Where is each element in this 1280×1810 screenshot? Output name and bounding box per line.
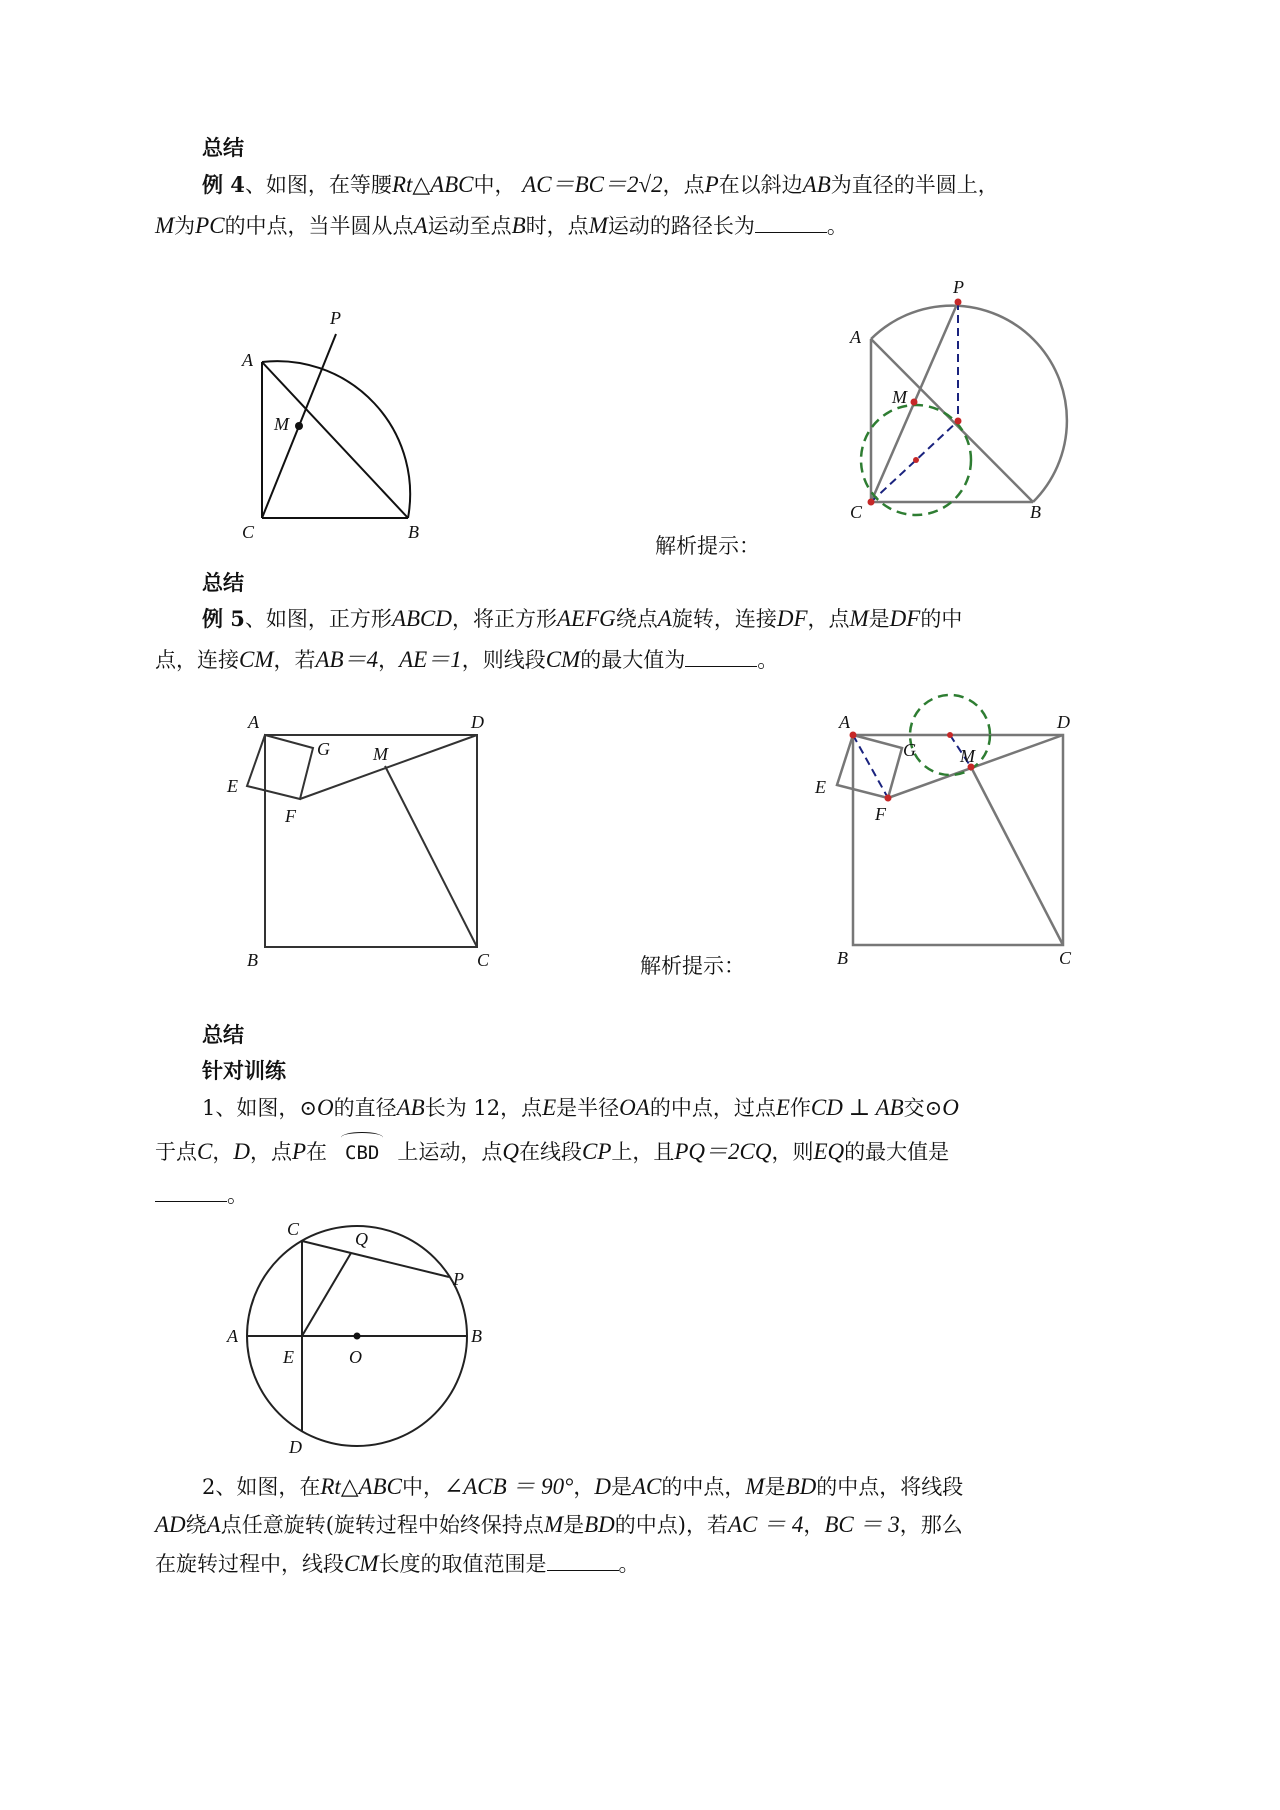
training-heading: 针对训练 bbox=[202, 1058, 286, 1083]
label-B: B bbox=[1030, 502, 1041, 522]
figure-ex4-semicircle bbox=[240, 310, 460, 540]
label-A: A bbox=[227, 1326, 238, 1346]
example-4-line-1: 例 4、如图，在等腰Rt△ABC中， AC＝BC＝2√2，点P在以斜边AB为直径的半圆上， bbox=[202, 172, 999, 197]
answer-blank bbox=[685, 648, 757, 667]
label-A: A bbox=[248, 712, 259, 732]
summary-heading-3: 总结 bbox=[202, 1022, 244, 1047]
question-2-line-3: 在旋转过程中，线段CM长度的取值范围是 。 bbox=[155, 1551, 640, 1576]
label-A: A bbox=[850, 327, 861, 347]
figure-ex5-hint bbox=[815, 690, 1095, 968]
example-5-line-1: 例 5、如图，正方形ABCD，将正方形AEFG绕点A旋转，连接DF，点M是DF的中 bbox=[202, 606, 963, 631]
figure-ex5-square bbox=[225, 710, 505, 970]
label-E: E bbox=[815, 777, 826, 797]
example-4-line-2: M为PC的中点，当半圆从点A运动至点B时，点M运动的路径长为 。 bbox=[155, 213, 848, 238]
label-P: P bbox=[953, 277, 964, 297]
example-5-line-2: 点，连接CM，若AB＝4，AE＝1，则线段CM的最大值为 。 bbox=[155, 647, 779, 672]
question-1-line-1: 1、如图，⊙O的直径AB长为 12，点E是半径OA的中点，过点E作CD ⊥ AB交⊙O bbox=[202, 1095, 959, 1120]
question-2-line-1: 2、如图，在Rt△ABC中，∠ACB ＝ 90°，D是AC的中点，M是BD的中点，将线段 bbox=[202, 1474, 964, 1499]
label-F: F bbox=[285, 806, 296, 826]
label-A: A bbox=[839, 712, 850, 732]
label-C: C bbox=[1059, 948, 1072, 968]
label-G: G bbox=[903, 740, 916, 760]
label-P: P bbox=[453, 1269, 464, 1289]
label-C: C bbox=[850, 502, 863, 522]
label-M: M bbox=[274, 414, 289, 434]
arc-cbd: CBD bbox=[345, 1138, 379, 1168]
label-D: D bbox=[289, 1437, 302, 1457]
figure-ex4-hint bbox=[840, 277, 1080, 525]
label-M: M bbox=[373, 744, 388, 764]
question-1-line-2: 于点C，D，点P在 CBD 上运动，点Q在线段CP上，且PQ＝2CQ，则EQ的最大值是 bbox=[155, 1137, 949, 1168]
label-B: B bbox=[247, 950, 258, 970]
analysis-hint-2: 解析提示： bbox=[640, 954, 745, 978]
summary-heading-2: 总结 bbox=[202, 570, 244, 595]
label-G: G bbox=[317, 739, 330, 759]
label-D: D bbox=[1057, 712, 1070, 732]
analysis-hint-1: 解析提示： bbox=[655, 534, 760, 558]
answer-blank bbox=[155, 1183, 227, 1202]
question-1-line-3: 。 bbox=[155, 1180, 248, 1210]
answer-blank bbox=[547, 1552, 619, 1571]
question-2-line-2: AD绕A点任意旋转(旋转过程中始终保持点M是BD的中点)，若AC ＝ 4，BC ＝ 3，那么 bbox=[155, 1512, 963, 1537]
summary-heading-1: 总结 bbox=[202, 135, 244, 160]
label-C: C bbox=[477, 950, 490, 970]
label-O: O bbox=[349, 1347, 362, 1367]
label-B: B bbox=[408, 522, 419, 542]
figure-q1-circle bbox=[225, 1215, 495, 1455]
label-D: D bbox=[471, 712, 484, 732]
label-M: M bbox=[960, 746, 975, 766]
label-E: E bbox=[227, 776, 238, 796]
label-M: M bbox=[892, 387, 907, 407]
label-A: A bbox=[242, 350, 253, 370]
answer-blank bbox=[755, 214, 827, 233]
label-E: E bbox=[283, 1347, 294, 1367]
label-F: F bbox=[875, 804, 886, 824]
label-Q: Q bbox=[355, 1229, 368, 1249]
label-P: P bbox=[330, 308, 341, 328]
label-C: C bbox=[287, 1219, 300, 1239]
label-B: B bbox=[837, 948, 848, 968]
label-B: B bbox=[471, 1326, 482, 1346]
label-C: C bbox=[242, 522, 255, 542]
